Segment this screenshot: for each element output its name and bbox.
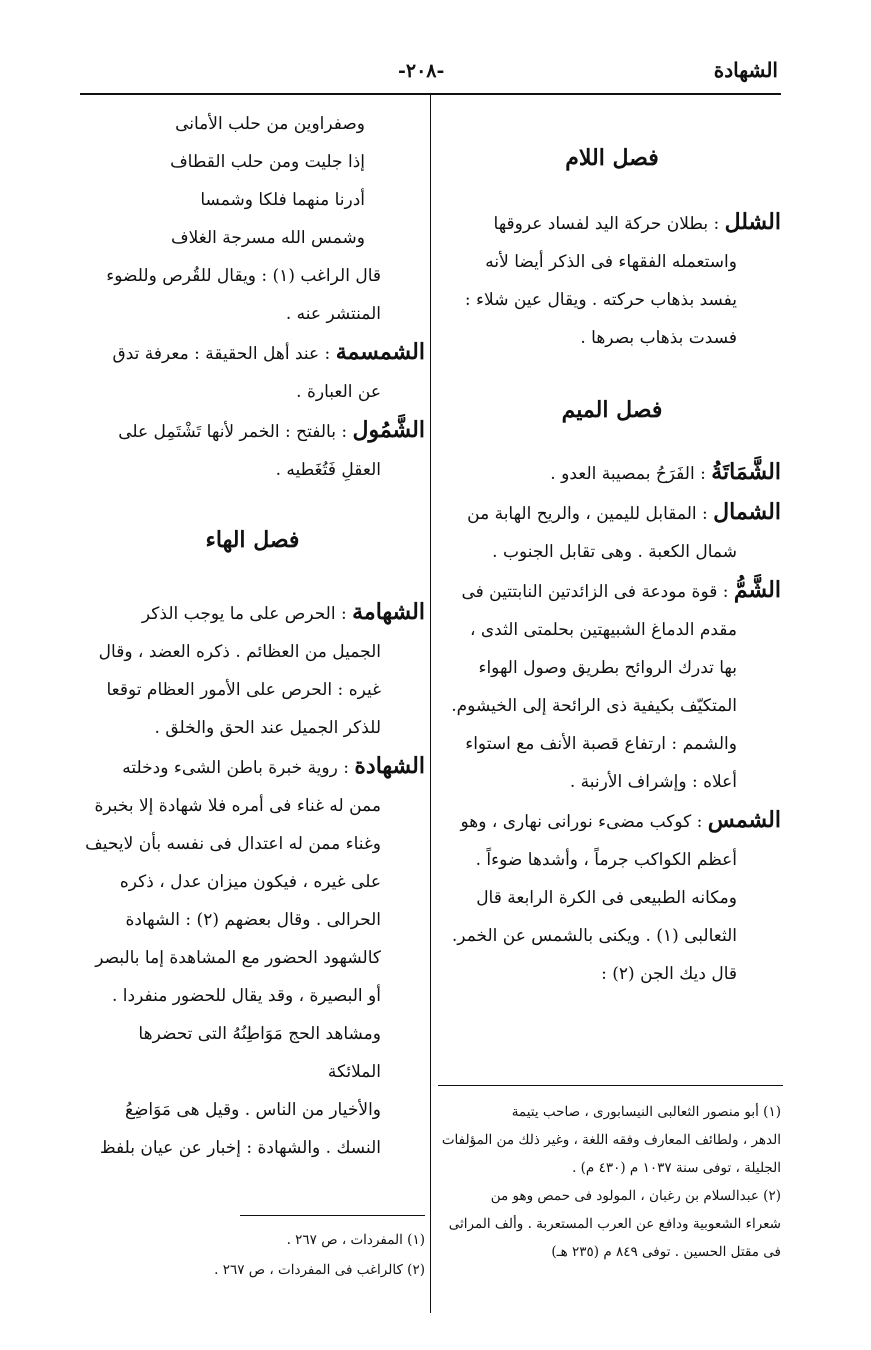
entry-line: أعلاه : وإشراف الأرنبة . xyxy=(569,772,737,792)
left-column xyxy=(80,105,425,1167)
entry-line: أو البصيرة ، وقد يقال للحضور منفردا . xyxy=(112,986,381,1006)
entry-term: الشمسمة xyxy=(335,339,425,365)
entry-line: : روية خبرة باطن الشىء ودخلته xyxy=(122,758,349,778)
entry-line: مقدم الدماغ الشبيهتين بحلمتى الثدى ، xyxy=(469,620,737,640)
page-number: -٢٠٨- xyxy=(398,60,445,82)
entry-term: الشَّمُول xyxy=(352,417,425,443)
entry-line: يفسد بذهاب حركته . ويقال عين شلاء : xyxy=(464,290,737,310)
poem-line: أدرنا منهما فلكا وشمسا xyxy=(200,190,365,210)
poem-line: وشمس الله مسرجة الغلاف xyxy=(171,228,365,248)
footnotes-right xyxy=(436,1098,781,1266)
entry-shamul xyxy=(80,411,425,489)
entry-line: المتكيّف بكيفية ذى الرائحة إلى الخيشوم. xyxy=(451,696,737,716)
entry-line: : قوة مودعة فى الزائدتين النابتتين فى xyxy=(461,582,729,602)
entry-line: : المقابل لليمين ، والريح الهابة من xyxy=(467,504,708,524)
right-column xyxy=(443,105,781,993)
entry-line: قال الراغب (١) : ويقال للقُرص وللضوء xyxy=(106,266,381,286)
entry-line: الجميل من العظائم . ذكره العضد ، وقال xyxy=(98,642,381,662)
entry-term: الشَّمَاتَةُ xyxy=(711,459,781,485)
entry-line: كالشهود الحضور مع المشاهدة إما بالبصر xyxy=(95,948,381,968)
entry-line: : الفَرَحُ بمصيبة العدو . xyxy=(550,464,706,484)
entry-shimal xyxy=(443,493,781,571)
entry-line: ومشاهد الحج مَوَاطِنُهُ التى تحضرها الملائكة xyxy=(138,1024,381,1082)
entry-line: على غيره ، فيكون ميزان عدل ، ذكره xyxy=(119,872,381,892)
entry-line: والشمم : ارتفاع قصبة الأنف مع استواء xyxy=(465,734,737,754)
entry-term: الشهادة xyxy=(354,753,425,779)
entry-line: بها تدرك الروائح بطريق وصول الهواء xyxy=(478,658,737,678)
entry-line: عن العبارة . xyxy=(296,382,381,402)
entry-line: وغناء ممن له اعتدال فى نفسه بأن لايحيف xyxy=(85,834,381,854)
poem-line: وصفراوين من حلب الأمانى xyxy=(175,114,365,134)
entry-line: : بطلان حركة اليد لفساد عروقها xyxy=(493,214,720,234)
entry-line: : بالفتح : الخمر لأنها تَشْتَمِل على xyxy=(118,422,348,442)
entry-shams xyxy=(443,801,781,993)
entry-line: الثعالبى (١) . ويكنى بالشمس عن الخمر. xyxy=(451,926,737,946)
footnote-rule xyxy=(438,1085,783,1086)
entry-line: فسدت بذهاب بصرها . xyxy=(580,328,737,348)
entry-term: الشهامة xyxy=(352,599,425,625)
entry-shamm xyxy=(443,571,781,801)
entry-line: والأخيار من الناس . وقيل هى مَوَاضِعُ xyxy=(124,1100,381,1120)
column-divider xyxy=(430,93,431,1313)
entry-line: المنتشر عنه . xyxy=(285,304,381,324)
footnote-line: شعراء الشعوبية ودافع عن العرب المستعربة . وألف المراثى xyxy=(448,1216,781,1232)
entry-term: الشلل xyxy=(724,209,781,235)
entry-term: الشَّمُّ xyxy=(733,577,781,603)
entry-line: ومكانه الطبيعى فى الكرة الرابعة قال xyxy=(476,888,737,908)
entry-term: الشمس xyxy=(707,807,781,833)
entry-line: : عند أهل الحقيقة : معرفة تدق xyxy=(112,344,331,364)
poem-line: إذا جليت ومن حلب القطاف xyxy=(170,152,365,172)
entry-line: قال ديك الجن (٢) : xyxy=(601,964,737,984)
entry-line: للذكر الجميل عند الحق والخلق . xyxy=(154,718,381,738)
entry-line: النسك . والشهادة : إخبار عن عيان بلفظ xyxy=(99,1138,381,1158)
footnote-line: الدهر ، ولطائف المعارف وفقه اللغة ، وغير ذلك من المؤلفات xyxy=(441,1132,781,1148)
running-header-title: الشهادة xyxy=(713,58,778,82)
entry-line: شمال الكعبة . وهى تقابل الجنوب . xyxy=(492,542,737,562)
entry-shamata xyxy=(443,453,781,493)
entry-shahama xyxy=(80,593,425,747)
footnote-line: فى مقتل الحسين . توفى ٨٤٩ م (٢٣٥ هـ) xyxy=(551,1244,781,1260)
entry-line: ممن له غناء فى أمره فلا شهادة إلا بخبرة xyxy=(94,796,381,816)
footnote-line: (٢) عبدالسلام بن رغبان ، المولود فى حمص وهو من xyxy=(490,1188,781,1204)
entry-shahada xyxy=(80,747,425,1167)
entry-line: الحرالى . وقال بعضهم (٢) : الشهادة xyxy=(125,910,381,930)
entry-line: : كوكب مضىء نورانى نهارى ، وهو xyxy=(460,812,703,832)
section-title-mim: فصل الميم xyxy=(561,397,663,423)
section-title-lam: فصل اللام xyxy=(565,145,659,171)
entry-line: أعظم الكواكب جرماً ، وأشدها ضوءاً . xyxy=(475,850,737,870)
footnote-line: (١) المفردات ، ص ٢٦٧ . xyxy=(286,1232,425,1248)
entry-line: غيره : الحرص على الأمور العظام توقعا xyxy=(106,680,381,700)
entry-line: : الحرص على ما يوجب الذكر xyxy=(141,604,347,624)
entry-line: واستعمله الفقهاء فى الذكر أيضا لأنه xyxy=(485,252,737,272)
footnote-line: (١) أبو منصور الثعالبى النيسابورى ، صاحب يتيمة xyxy=(511,1104,781,1120)
footnote-rule xyxy=(240,1215,425,1216)
footnote-line: الجليلة ، توفى سنة ١٠٣٧ م (٤٣٠ م) . xyxy=(572,1160,781,1176)
entry-shamsama xyxy=(80,333,425,411)
entry-term: الشمال xyxy=(713,499,781,525)
section-title-ha: فصل الهاء xyxy=(205,527,300,553)
footnotes-left xyxy=(80,1225,425,1285)
entry-shalal xyxy=(443,203,781,357)
footnote-line: (٢) كالراغب فى المفردات ، ص ٢٦٧ . xyxy=(214,1262,425,1278)
poem xyxy=(80,105,425,257)
entry-line: العقلِ فَتُغَطيه . xyxy=(275,460,381,480)
